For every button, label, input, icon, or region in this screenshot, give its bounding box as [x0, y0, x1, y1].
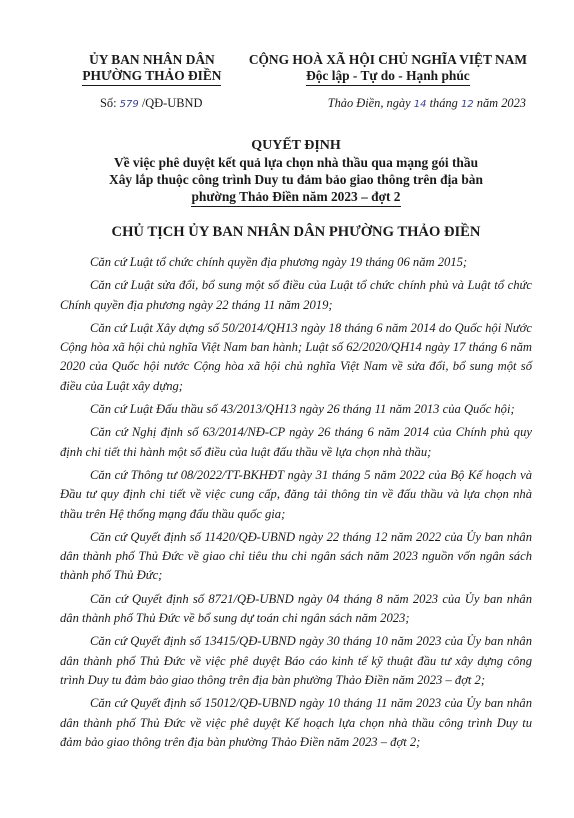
title-line-1: Về việc phê duyệt kết quả lựa chọn nhà thầu qua mạng gói thầu: [113, 155, 479, 170]
paragraph: Căn cứ Luật tổ chức chính quyền địa phương ngày 19 tháng 06 năm 2015;: [90, 255, 468, 269]
paragraph: Căn cứ Quyết định số 13415/QĐ-UBND ngày 30 tháng 10 năm 2023 của Ủy ban nhân dân thành phố Thủ Đức về việc phê duyệt Báo cáo kinh tế kỹ thuật đầu tư xây dựng công trình Duy tu đảm bảo giao thông trên địa bàn phường Thảo Điền năm 2023 – đợt 2;: [60, 634, 532, 687]
national-motto: [244, 52, 532, 86]
title-line-2: Xây lắp thuộc công trình Duy tu đảm bảo giao thông trên địa bàn: [109, 172, 483, 187]
issuer-heading: CHỦ TỊCH ỦY BAN NHÂN DÂN PHƯỜNG THẢO ĐIỀN: [111, 224, 481, 240]
national-line-1: CỘNG HOÀ XÃ HỘI CHỦ NGHĨA VIỆT NAM: [248, 52, 527, 67]
title-line-3: phường Thảo Điền năm 2023 – đợt 2: [191, 188, 400, 207]
national-line-2: Độc lập - Tự do - Hạnh phúc: [306, 68, 470, 86]
number-date-row: [60, 96, 532, 111]
paragraph: Căn cứ Luật sửa đổi, bổ sung một số điều của Luật tổ chức chính phủ và Luật tổ chức Chính quyền địa phương ngày 22 tháng 11 năm 2019;: [60, 278, 532, 312]
paragraph: Căn cứ Quyết định số 15012/QĐ-UBND ngày 10 tháng 11 năm 2023 của Ủy ban nhân dân thành phố Thủ Đức về việc phê duyệt Kế hoạch lựa chọn nhà thầu công trình Duy tu đảm bảo giao thông trên địa bàn phường Thảo Điền năm 2023 – đợt 2;: [60, 696, 532, 749]
document-number: Số: 579 /QĐ-UBND: [100, 96, 203, 110]
paragraph: Căn cứ Thông tư 08/2022/TT-BKHĐT ngày 31 tháng 5 năm 2022 của Bộ Kế hoạch và Đầu tư quy định chi tiết về việc cung cấp, đăng tải thông tin về đấu thầu và lựa chọn nhà thầu trên Hệ thống mạng đấu thầu quốc gia;: [60, 467, 532, 521]
paragraph: Căn cứ Luật Đấu thầu số 43/2013/QH13 ngày 26 tháng 11 năm 2013 của Quốc hội;: [90, 402, 515, 417]
paragraph: Căn cứ Quyết định số 11420/QĐ-UBND ngày 22 tháng 12 năm 2022 của Ủy ban nhân dân thành phố Thủ Đức về giao chỉ tiêu thu chi ngân sách năm 2023 nguồn vốn ngân sách thành phố Thủ Đức;: [60, 529, 532, 583]
handwritten-day: 14: [413, 99, 427, 110]
org-line-1: ỦY BAN NHÂN DÂN: [89, 52, 215, 67]
paragraph: Căn cứ Nghị định số 63/2014/NĐ-CP ngày 26 tháng 6 năm 2014 của Chính phủ quy định chi tiết thi hành một số điều của luật đấu thầu về lựa chọn nhà thầu;: [60, 425, 532, 459]
handwritten-month: 12: [460, 99, 474, 110]
title-main: QUYẾT ĐỊNH: [251, 138, 341, 153]
document-header: [60, 0, 532, 86]
document-title: [60, 137, 532, 207]
document-body: [60, 253, 532, 752]
org-line-2: PHƯỜNG THẢO ĐIỀN: [82, 68, 221, 86]
paragraph: Căn cứ Quyết định số 8721/QĐ-UBND ngày 04 tháng 8 năm 2023 của Ủy ban nhân dân thành phố Thủ Đức về bổ sung dự toán chi ngân sách năm 2023;: [60, 591, 532, 626]
paragraph: Căn cứ Luật Xây dựng số 50/2014/QH13 ngày 18 tháng 6 năm 2014 do Quốc hội Nước Cộng hòa xã hội chủ nghĩa Việt Nam ban hành; Luật số 62/2020/QH14 ngày 17 tháng 6 năm 2020 của Quốc hội nước Cộng hòa xã hội chủ nghĩa Việt Nam về sửa đổi, bổ sung một số điều của Luật xây dựng;: [60, 320, 532, 393]
document-date: Thảo Điền, ngày 14 tháng 12 năm 2023: [327, 96, 526, 110]
handwritten-number: 579: [119, 99, 139, 110]
issuing-organization: [60, 52, 244, 86]
